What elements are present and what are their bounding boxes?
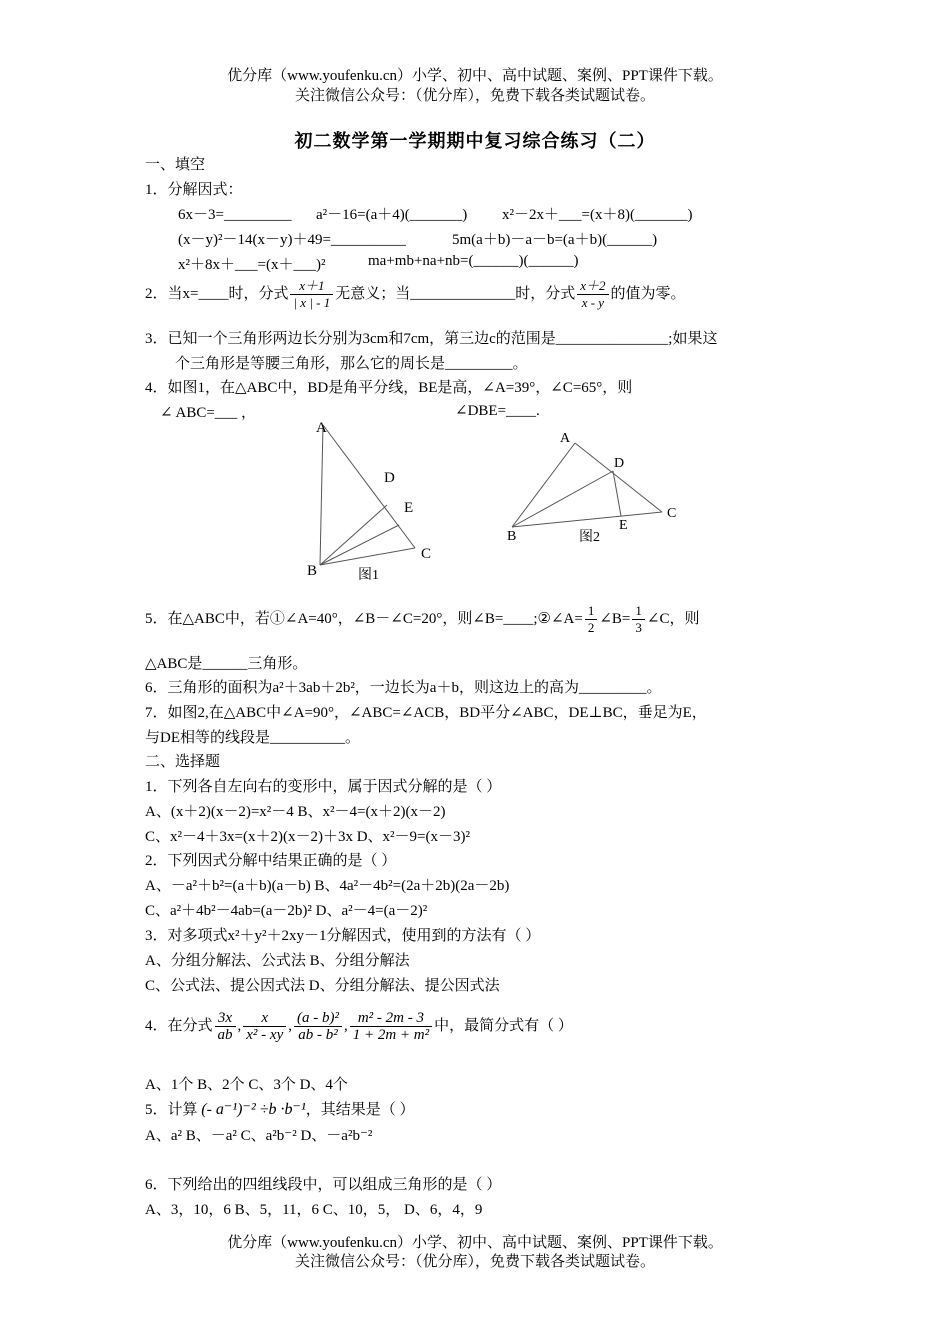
q2-frac2-den: x - y (581, 295, 605, 310)
q5-f2-den: 3 (635, 620, 642, 635)
q5-part1: 5．在△ABC中，若①∠A=40°，∠B－∠C=20°，则∠B=____;②∠A= (145, 610, 583, 627)
c5-line (145, 1098, 415, 1119)
c3-options-cd: C、公式法、提公因式法 D、分组分解法、提公因式法 (145, 978, 500, 994)
q5-fraction-1 (585, 603, 598, 636)
page-title: 初二数学第一学期期中复习综合练习（二） (294, 131, 656, 151)
q2-part3: 的值为零。 (610, 285, 686, 302)
fig1-label-b: B (307, 563, 318, 579)
q1-label: 1．分解因式： (145, 182, 243, 198)
header-line-2: 关注微信公众号：（优分库），免费下载各类试题试卷。 (294, 88, 655, 104)
q2-fraction-1 (290, 278, 333, 311)
q5-f2-num: 1 (632, 603, 645, 620)
c5-part1: 5．计算 (145, 1102, 198, 1118)
q1-b: a²－16=(a＋4)(_______) (316, 207, 468, 223)
c4-fraction-4 (350, 1010, 432, 1043)
q3-line2: 个三角形是等腰三角形，那么它的周长是_________。 (175, 356, 528, 372)
footer-line-1: 优分库（www.youfenku.cn）小学、初中、高中试题、案例、PPT课件下载。 (227, 1235, 723, 1251)
c4-f4-den: 1 + 2m + m² (352, 1027, 430, 1043)
q5-line2: △ABC是______三角形。 (145, 656, 308, 672)
q1-f: x²＋8x＋___=(x＋___)² (178, 257, 326, 273)
q3-line1: 3．已知一个三角形两边长分别为3cm和7cm，第三边c的范围是_______________;如果这 (145, 331, 718, 347)
c5-expression: (- a⁻¹)⁻² ÷b ·b⁻¹ (201, 1101, 306, 1118)
q2-frac1-den: | x | - 1 (293, 295, 331, 310)
q4-line1: 4．如图1，在△ABC中，BD是角平分线，BE是高，∠A=39°，∠C=65°，则 (145, 380, 633, 396)
q1-g: ma+mb+na+nb=(______)(______) (368, 253, 579, 269)
c1-question: 1．下列各自左向右的变形中，属于因式分解的是（ ） (145, 779, 502, 795)
fig2-line-ab (512, 443, 575, 527)
q4-line2b: ∠DBE=____. (455, 403, 540, 419)
c5-part2: ，其结果是（ ） (305, 1102, 415, 1118)
q5-line1 (145, 603, 699, 636)
q1-e: 5m(a＋b)－a－b=(a＋b)(______) (452, 232, 658, 248)
fig2-label-d: D (614, 456, 625, 471)
c4-f4-num: m² - 2m - 3 (350, 1010, 432, 1027)
fig1-caption: 图1 (358, 568, 379, 583)
figure-2 (500, 425, 690, 550)
c4-fraction-2 (243, 1010, 286, 1043)
fig1-label-c: C (421, 546, 432, 562)
q2 (145, 278, 686, 311)
fig2-label-a: A (560, 431, 571, 446)
c6-question: 6．下列给出的四组线段中，可以组成三角形的是（ ） (145, 1177, 502, 1193)
fig2-label-e: E (619, 518, 628, 533)
c4-part2: 中，最简分式有（ ） (434, 1017, 573, 1034)
c4-f3-den: ab - b² (298, 1027, 338, 1043)
q5-f1-num: 1 (585, 603, 598, 620)
q2-part1: 2．当x=____时，分式 (145, 285, 289, 302)
c4-fraction-3 (294, 1010, 342, 1043)
q5-part2: ∠B= (599, 610, 631, 627)
q2-fraction-2 (577, 278, 608, 311)
c4-f3-num: (a - b)² (294, 1010, 342, 1027)
c4-part1: 4．在分式 (145, 1017, 213, 1034)
q5-fraction-2 (632, 603, 645, 636)
fig1-label-a: A (316, 420, 327, 436)
c4-f2-num: x (243, 1010, 286, 1027)
q1-d: (x－y)²－14(x－y)＋49=__________ (178, 232, 406, 248)
c4-line: 4．在分式 $\frac{3x}{ab}$ , $\frac{x}{\text{x² - xy}}$ , $\frac{\text{(a - b)²}}{\text{ab - b²}}$ , $\frac{\text{m² - 2m - 3}}{\text{1 + 2m + m²}}$ 中，最简分式有（ ） (145, 1010, 573, 1043)
q7-line2: 与DE相等的线段是__________。 (145, 730, 360, 746)
fig1-label-e: E (404, 500, 414, 516)
header-line-1: 优分库（www.youfenku.cn）小学、初中、高中试题、案例、PPT课件下载。 (227, 68, 723, 84)
fig1-line-bc (320, 548, 415, 565)
fig1-label-d: D (384, 470, 395, 486)
fig2-label-b: B (507, 529, 517, 544)
q1-a: 6x－3=_________ (178, 207, 292, 223)
fig1-line-be (320, 525, 399, 565)
fig1-line-ac (323, 425, 415, 548)
c5-options: A、a² B、－a² C、a²b⁻² D、－a²b⁻² (145, 1128, 373, 1144)
c2-options-ab: A、－a²＋b²=(a＋b)(a－b) B、4a²－4b²=(2a＋2b)(2a－2b) (145, 878, 510, 894)
fig2-caption: 图2 (579, 530, 600, 545)
q7-line1: 7．如图2,在△ABC中∠A=90°，∠ABC=∠ACB，BD平分∠ABC，DE⊥BC，垂足为E， (145, 705, 707, 721)
c4-fraction-1 (215, 1010, 236, 1043)
q6: 6．三角形的面积为a²＋3ab＋2b²，一边长为a＋b，则这边上的高为_________。 (145, 680, 662, 696)
section2-heading: 二、选择题 (145, 754, 221, 770)
c2-options-cd: C、a²＋4b²－4ab=(a－2b)² D、a²－4=(a－2)² (145, 903, 428, 919)
c1-options-ab: A、(x＋2)(x－2)=x²－4 B、x²－4=(x＋2)(x－2) (145, 804, 446, 820)
q5-f1-den: 2 (587, 620, 595, 635)
fig1-line-bd (320, 505, 387, 565)
q5-part3: ∠C，则 (646, 610, 700, 627)
q2-part2: 无意义；当______________时，分式 (335, 285, 576, 302)
q2-frac1-num: x＋1 (290, 278, 333, 295)
figure-1 (300, 415, 450, 585)
q1-c: x²－2x＋___=(x＋8)(_______) (502, 207, 693, 223)
q2-frac2-num: x＋2 (577, 278, 608, 295)
c3-options-ab: A、分组分解法、公式法 B、分组分解法 (145, 953, 410, 969)
c4-f2-den: x² - xy (246, 1027, 284, 1043)
c6-options: A、3，10，6 B、5，11，6 C、10，5， D、6，4，9 (145, 1202, 483, 1218)
c2-question: 2．下列因式分解中结果正确的是（ ） (145, 853, 397, 869)
c4-options: A、1个 B、2个 C、3个 D、4个 (145, 1077, 348, 1093)
c4-f1-num: 3x (215, 1010, 236, 1027)
section1-heading: 一、填空 (145, 157, 206, 173)
c3-question: 3．对多项式x²＋y²＋2xy－1分解因式，使用到的方法有（ ） (145, 928, 541, 944)
footer-line-2: 关注微信公众号：（优分库），免费下载各类试题试卷。 (294, 1254, 655, 1270)
fig2-label-c: C (667, 506, 677, 521)
q4-line2a: ∠ ABC=___ ， (160, 405, 257, 421)
fig2-line-de (613, 471, 621, 516)
c1-options-cd: C、x²－4＋3x=(x＋2)(x－2)＋3x D、x²－9=(x－3)² (145, 829, 470, 845)
c4-f1-den: ab (217, 1027, 233, 1043)
fig1-line-ab (320, 425, 323, 565)
